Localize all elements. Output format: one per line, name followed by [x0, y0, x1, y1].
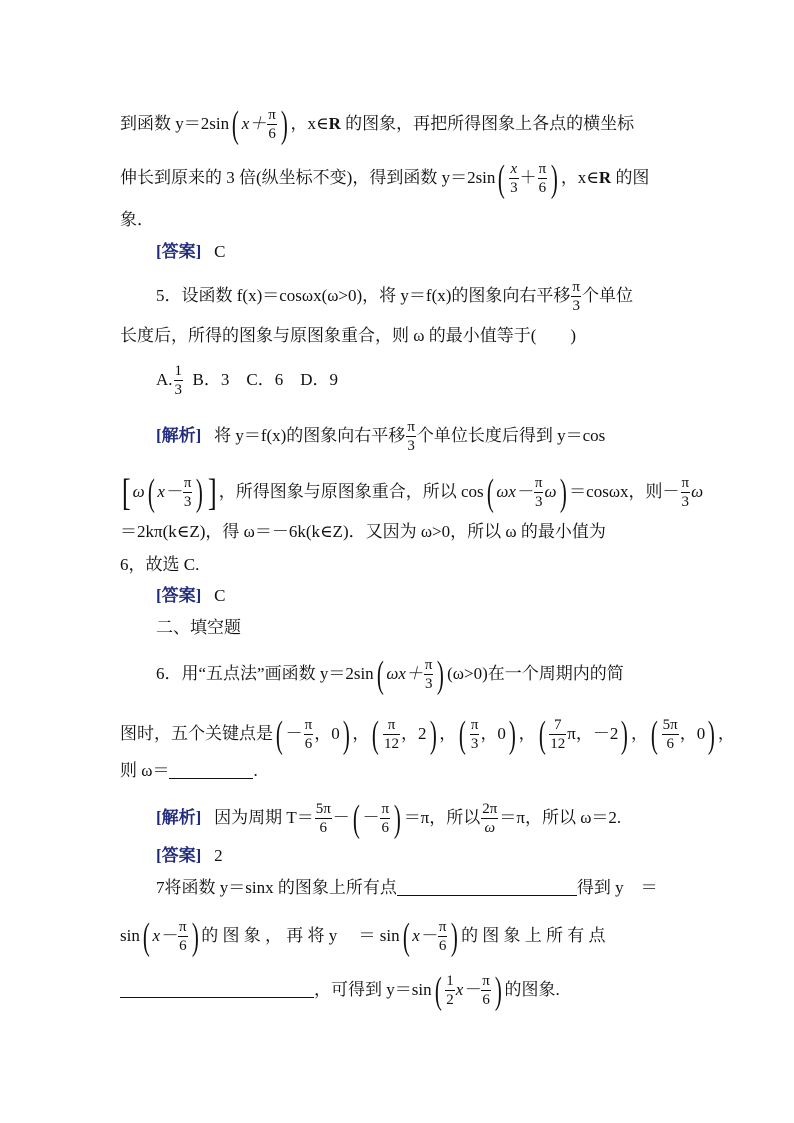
math-text: x－ [157, 481, 182, 501]
text-line: 则 ω＝ . [120, 761, 258, 780]
fraction: $\frac{5\pi}{6}$ [662, 717, 678, 752]
fraction: $\frac{x}{3}$ [510, 161, 518, 196]
option-a: A. [156, 369, 173, 389]
fraction: $\frac{\pi}{3}$ [183, 475, 192, 510]
math-text: ωx－ [496, 481, 533, 501]
answer-line [156, 842, 676, 870]
text: ，x∈ [290, 113, 329, 133]
fraction: $\frac{7}{12}$ [550, 717, 566, 752]
text-line [120, 106, 676, 144]
question-7 [156, 874, 676, 902]
solution-label: [解析] [156, 807, 202, 827]
text: 伸长到原来的 3 倍(纵坐标不变)，得到函数 y＝2sin [120, 167, 496, 187]
answer-value: C [214, 242, 226, 261]
left-paren: ( [147, 472, 155, 514]
fraction: $\frac{1}{2}$ [446, 973, 454, 1008]
text-line: 图时，五个关键点是( － $\frac{\pi}{6}$ ，0) ，( $\frac{\pi}{12}$ ，2) ，( $\frac{\pi}{3}$ ，0) ，( $\frac{7}{12}$ π，－2) ，( $\frac{5\pi}{6}$ ，0) ， [120, 714, 735, 756]
answer-label: [答案] [156, 586, 202, 605]
text: ，所得图象与原图象重合，所以 cos [218, 481, 484, 501]
fraction: $\frac{\pi}{3}$ [534, 475, 543, 510]
text: 的图象，再把所得图象上各点的横坐标 [340, 113, 635, 133]
text: 的图象. [504, 979, 560, 999]
text: 的 图 象 上 所 有 点 [461, 925, 606, 945]
right-paren: ) [551, 158, 558, 200]
solution-6: [解析] 因为周期 T＝ $\frac{5\pi}{6}$ －( － $\frac{\pi}{6}$ ) ＝π，所以 $\frac{2\pi}{\omega}$ ＝π，所以 ω＝2. [156, 798, 622, 840]
answer-label: [答案] [156, 846, 202, 865]
math-text: R [598, 167, 612, 187]
text: 图时，五个关键点是 [120, 723, 273, 743]
options: B．3 C．6 D．9 [192, 369, 338, 389]
text-line [120, 322, 676, 350]
answer-label: [答案] [156, 242, 202, 261]
math-text: ω [544, 481, 557, 501]
text-line: ，可得到 y＝sin( $\frac{1}{2}$ x－ $\frac{\pi}{6}$ ) 的图象. [120, 972, 676, 1010]
question-6 [156, 656, 676, 694]
text: 象． [120, 210, 154, 229]
math-text: ωx＋ [386, 663, 423, 683]
fraction: $\frac{\pi}{6}$ [304, 717, 313, 752]
text: 则 ω＝ [120, 761, 170, 780]
text: sin [120, 925, 140, 945]
math-text: ω [691, 481, 704, 501]
answer-value: 2 [214, 846, 223, 865]
text-line [120, 518, 676, 546]
section-heading: 二、填空题 [156, 618, 241, 637]
right-paren: ) [196, 472, 204, 514]
left-paren: ( [486, 472, 494, 514]
math-text: R [328, 113, 341, 133]
math-text: x＋ [241, 113, 267, 133]
fraction: $\frac{\pi}{6}$ [268, 107, 276, 142]
fraction: $\frac{\pi}{6}$ [381, 801, 390, 836]
text: 个单位长度后得到 y＝cos [416, 425, 606, 445]
text: 的 图 象 ， 再 将 y ＝ sin [201, 925, 400, 945]
text-line [120, 551, 676, 579]
text-line [120, 472, 704, 514]
math-text: ω [132, 481, 145, 501]
text: ＝2kπ(k∈Z)，得 ω＝－6k(k∈Z)．又因为 ω>0，所以 ω 的最小值为 [120, 522, 606, 541]
options-line [156, 364, 676, 398]
fraction: $\frac{\pi}{3}$ [572, 279, 580, 314]
answer-blank[interactable] [169, 760, 253, 779]
text: 到函数 y＝2sin [120, 113, 230, 133]
section-title [156, 614, 676, 642]
text: 5．设函数 f(x)＝cosωx(ω>0)，将 y＝f(x)的图象向右平移 [156, 285, 571, 305]
text: (ω>0)在一个周期内的简 [447, 663, 624, 683]
text: 将 y＝f(x)的图象向右平移 [214, 425, 406, 445]
text-line [120, 160, 676, 198]
fraction: $\frac{\pi}{6}$ [482, 973, 490, 1008]
answer-line [156, 238, 676, 266]
fraction: $\frac{1}{3}$ [174, 363, 183, 398]
left-paren: ( [498, 158, 506, 200]
right-paren: ) [559, 472, 567, 514]
text: ＝cosωx，则－ [569, 481, 680, 501]
text: 得到 y ＝ [576, 878, 658, 897]
text-line [120, 206, 676, 234]
fraction: $\frac{\pi}{12}$ [384, 717, 400, 752]
fraction: $\frac{\pi}{3}$ [470, 717, 479, 752]
text: 6．用“五点法”画函数 y＝2sin [156, 663, 374, 683]
math-text: ＋ [519, 167, 537, 187]
answer-line [156, 582, 676, 610]
right-bracket: ] [208, 472, 217, 514]
answer-blank[interactable] [397, 877, 577, 896]
text: ，x∈ [560, 167, 599, 187]
text: 因为周期 T＝ [214, 807, 314, 827]
text: 长度后，所得的图象与原图象重合，则 ω 的最小值等于( ) [120, 326, 577, 345]
question-5 [156, 280, 676, 314]
text-line: sin( x－ $\frac{\pi}{6}$ ) 的 图 象 ， 再 将 y ＝ sin( x－ $\frac{\pi}{6}$ ) 的 图 象 上 所 有 点 [120, 916, 606, 958]
fraction: $\frac{\pi}{6}$ [438, 919, 447, 954]
fraction: $\frac{\pi}{3}$ [681, 475, 690, 510]
fraction: $\frac{2\pi}{\omega}$ [482, 801, 498, 836]
solution-label: [解析] [156, 425, 202, 445]
fraction: $\frac{5\pi}{6}$ [315, 801, 331, 836]
fraction: $\frac{\pi}{6}$ [179, 919, 187, 954]
left-paren: ( [376, 654, 384, 696]
fraction: $\frac{\pi}{3}$ [407, 419, 415, 454]
answer-blank[interactable] [120, 979, 314, 998]
text: 个单位 [582, 285, 633, 305]
solution-5 [156, 420, 676, 454]
right-paren: ) [437, 654, 445, 696]
text: ，可得到 y＝sin [314, 979, 432, 999]
fraction: $\frac{\pi}{3}$ [424, 657, 433, 692]
text: ＝π，所以 ω＝2. [499, 807, 622, 827]
text: ＝π，所以 [403, 807, 481, 827]
text: 6，故选 C. [120, 555, 200, 574]
text: 7将函数 y＝sinx 的图象上所有点 [156, 878, 397, 897]
text: 的图 [611, 167, 650, 187]
left-paren: ( [231, 104, 239, 146]
answer-value: C [214, 586, 226, 605]
fraction: $\frac{\pi}{6}$ [538, 161, 547, 196]
right-paren: ) [280, 104, 288, 146]
left-bracket: [ [121, 472, 131, 514]
